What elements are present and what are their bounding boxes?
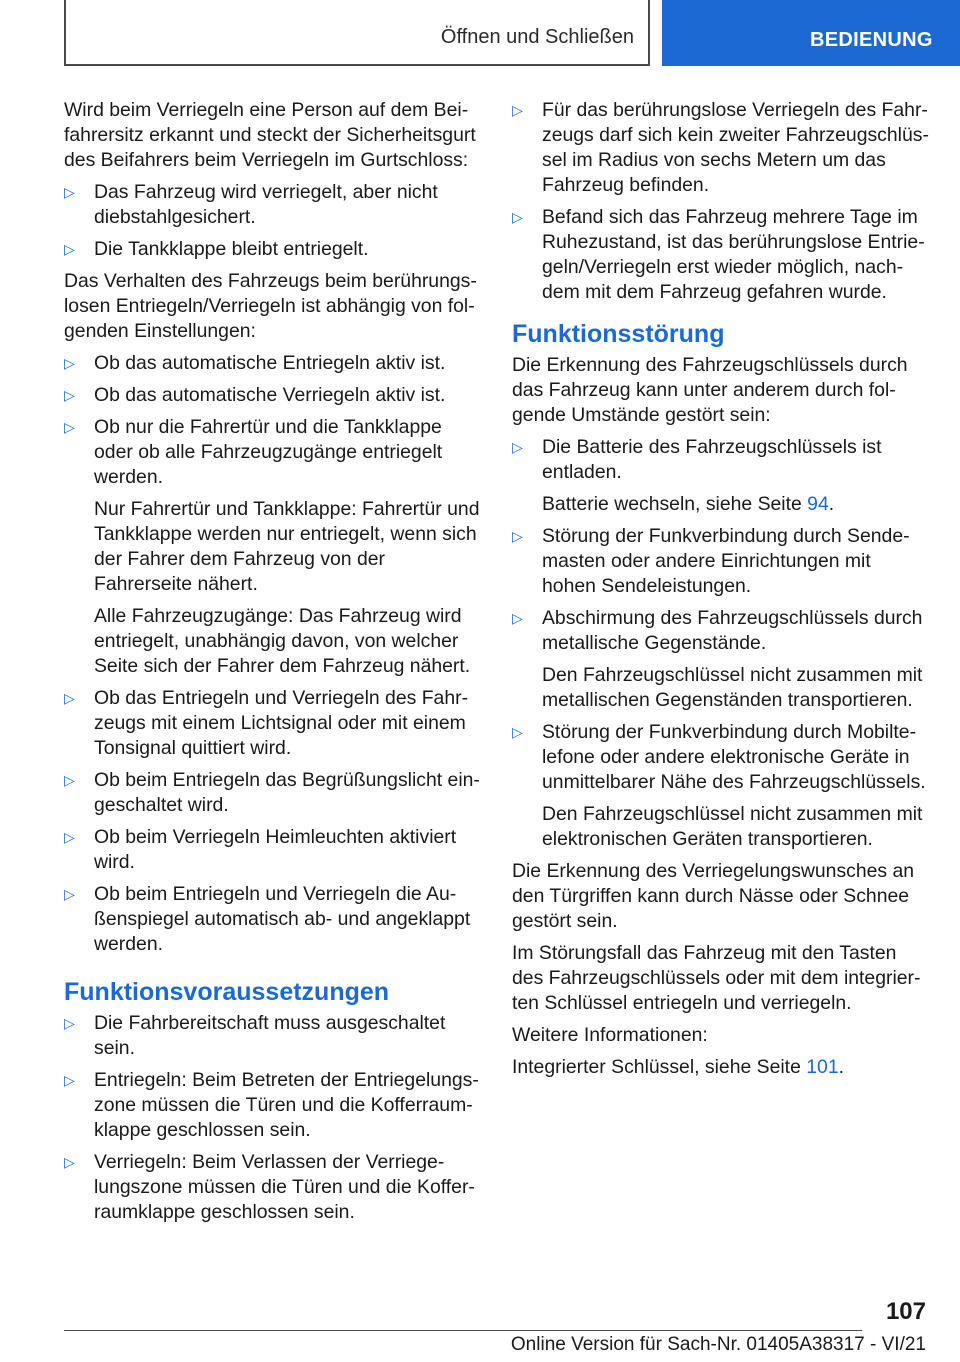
list-item: ▷ Für das berührungslose Verriegeln des Fahrzeugs darf sich kein zweiter Fahrzeugschlüssel im Radius von sechs Metern um das Fahrzeug befinden. [512, 99, 929, 196]
list-item: ▷ Störung der Funkverbindung durch Sendemasten oder andere Einrichtungen mit hohen Sendeleistungen. [512, 525, 910, 597]
wet-paragraph: Die Erkennung des Verriegelungswunsches an den Türgriffen kann durch Nässe oder Schnee gestört sein. [512, 860, 915, 932]
fault-paragraph: Im Störungsfall das Fahrzeug mit den Tasten des Fahrzeugschlüssels oder mit dem integrierten Schlüssel entriegeln und verriegeln. [512, 942, 921, 1014]
triangle-bullet-icon: ▷ [64, 419, 75, 435]
footer-divider [64, 1330, 862, 1331]
list-item-note: Den Fahrzeugschlüssel nicht zusammen mit elektronischen Geräten transportieren. [542, 803, 923, 850]
list-item: ▷ Ob nur die Fahrertür und die Tankklappe oder ob alle Fahrzeugzugänge entriegelt werden. Nur Fahrertür und Tankklappe: Fahrertür und Tankklappe werden nur entriegelt, wenn sich der Fahrer dem Fahrzeug von der Fahrerseite nähert. Alle Fahrzeugzugänge: Das Fahrzeug wird entriegelt, unabhängig davon, von welcher Seite sich der Fahrer dem Fahrzeug nähert. [64, 415, 482, 679]
list-item: ▷ Befand sich das Fahrzeug mehrere Tage im Ruhezustand, ist das berührungslose Entriegeln/Verriegeln erst wieder möglich, nachdem mit dem Fahrzeug gefahren wurde. [512, 206, 925, 303]
triangle-bullet-icon: ▷ [64, 829, 75, 845]
triangle-bullet-icon: ▷ [512, 102, 523, 118]
triangle-bullet-icon: ▷ [64, 387, 75, 403]
list-item: ▷ Entriegeln: Beim Betreten der Entriegelungszone müssen die Türen und die Kofferraumklappe geschlossen sein. [64, 1069, 479, 1141]
list-item-note: Den Fahrzeugschlüssel nicht zusammen mit metallischen Gegenständen transportieren. [542, 664, 923, 711]
section-heading-fault: Funktionsstörung [512, 320, 725, 348]
chapter-tab [662, 0, 960, 66]
triangle-bullet-icon: ▷ [64, 772, 75, 788]
list-item-note: Alle Fahrzeugzugänge: Das Fahrzeug wird entriegelt, unabhängig davon, von welcher Seite sich der Fahrer dem Fahrzeug nähert. [94, 605, 471, 677]
triangle-bullet-icon: ▷ [64, 355, 75, 371]
list-item: ▷ Ob beim Entriegeln und Verriegeln die Außenspiegel automatisch ab- und angeklappt werden. [64, 883, 471, 955]
list-item: ▷ Ob das Entriegeln und Verriegeln des Fahrzeugs mit einem Lichtsignal oder mit einem Tonsignal quittiert wird. [64, 687, 469, 759]
page-number: 107 [885, 1298, 926, 1325]
list-item-note: Batterie wechseln, siehe Seite 94. [542, 493, 835, 515]
triangle-bullet-icon: ▷ [512, 724, 523, 740]
key-reference: Integrierter Schlüssel, siehe Seite 101. [512, 1056, 844, 1078]
chapter-title: BEDIENUNG [810, 29, 933, 51]
intro-paragraph: Wird beim Verriegeln eine Person auf dem Beifahrersitz erkannt und steckt der Sicherheitsgurt des Beifahrers beim Verriegeln im Gurtschloss: [64, 99, 476, 171]
triangle-bullet-icon: ▷ [512, 209, 523, 225]
page-link-94[interactable]: 94 [807, 493, 829, 515]
triangle-bullet-icon: ▷ [64, 1154, 75, 1170]
triangle-bullet-icon: ▷ [64, 241, 75, 257]
triangle-bullet-icon: ▷ [64, 1015, 75, 1031]
triangle-bullet-icon: ▷ [512, 439, 523, 455]
section-tab [64, 0, 650, 66]
list-item: ▷ Störung der Funkverbindung durch Mobiltelefone oder andere elektronische Geräte in unmittelbarer Nähe des Fahrzeugschlüssels. Den Fahrzeugschlüssel nicht zusammen mit elektronischen Geräten transportieren. [512, 720, 930, 852]
settings-paragraph: Das Verhalten des Fahrzeugs beim berührungslosen Entriegeln/Verriegeln ist abhängig von folgenden Einstellungen: [64, 270, 477, 342]
list-item: ▷ Ob das automatische Verriegeln aktiv ist. [64, 384, 446, 406]
list-item: ▷ Ob beim Verriegeln Heimleuchten aktiviert wird. [64, 826, 457, 873]
triangle-bullet-icon: ▷ [64, 886, 75, 902]
triangle-bullet-icon: ▷ [64, 1072, 75, 1088]
right-column [512, 98, 930, 1087]
list-item: ▷ Abschirmung des Fahrzeugschlüssels durch metallische Gegenstände. Den Fahrzeugschlüssel nicht zusammen mit metallischen Gegenständen transportieren. [512, 606, 930, 713]
list-item: ▷ Das Fahrzeug wird verriegelt, aber nicht diebstahlgesichert. [64, 181, 438, 228]
list-item: ▷ Verriegeln: Beim Verlassen der Verriegelungszone müssen die Türen und die Kofferraumklappe geschlossen sein. [64, 1151, 475, 1223]
triangle-bullet-icon: ▷ [512, 528, 523, 544]
list-item: ▷ Ob das automatische Entriegeln aktiv ist. [64, 352, 446, 374]
page-header [0, 0, 960, 66]
footer-version: Online Version für Sach-Nr. 01405A38317 - VI/21 [510, 1334, 926, 1355]
fault-intro-paragraph: Die Erkennung des Fahrzeugschlüssels durch das Fahrzeug kann unter anderem durch folgende Umstände gestört sein: [512, 354, 908, 426]
list-item: ▷ Die Batterie des Fahrzeugschlüssels ist entladen. Batterie wechseln, siehe Seite 94. [512, 435, 930, 517]
section-title: Öffnen und Schließen [440, 26, 634, 48]
list-item: ▷ Die Fahrbereitschaft muss ausgeschaltet sein. [64, 1012, 446, 1059]
triangle-bullet-icon: ▷ [64, 690, 75, 706]
section-heading-requirements: Funktionsvoraussetzungen [64, 978, 390, 1006]
triangle-bullet-icon: ▷ [512, 610, 523, 626]
triangle-bullet-icon: ▷ [64, 184, 75, 200]
list-item: ▷ Ob beim Entriegeln das Begrüßungslicht eingeschaltet wird. [64, 769, 480, 816]
more-info-label: Weitere Informationen: [512, 1024, 708, 1046]
list-item-note: Nur Fahrertür und Tankklappe: Fahrertür und Tankklappe werden nur entriegelt, wenn sich der Fahrer dem Fahrzeug von der Fahrerseite nähert. [94, 498, 480, 595]
page-link-101[interactable]: 101 [806, 1056, 839, 1078]
list-item: ▷ Die Tankklappe bleibt entriegelt. [64, 238, 369, 260]
left-column [64, 98, 482, 1232]
